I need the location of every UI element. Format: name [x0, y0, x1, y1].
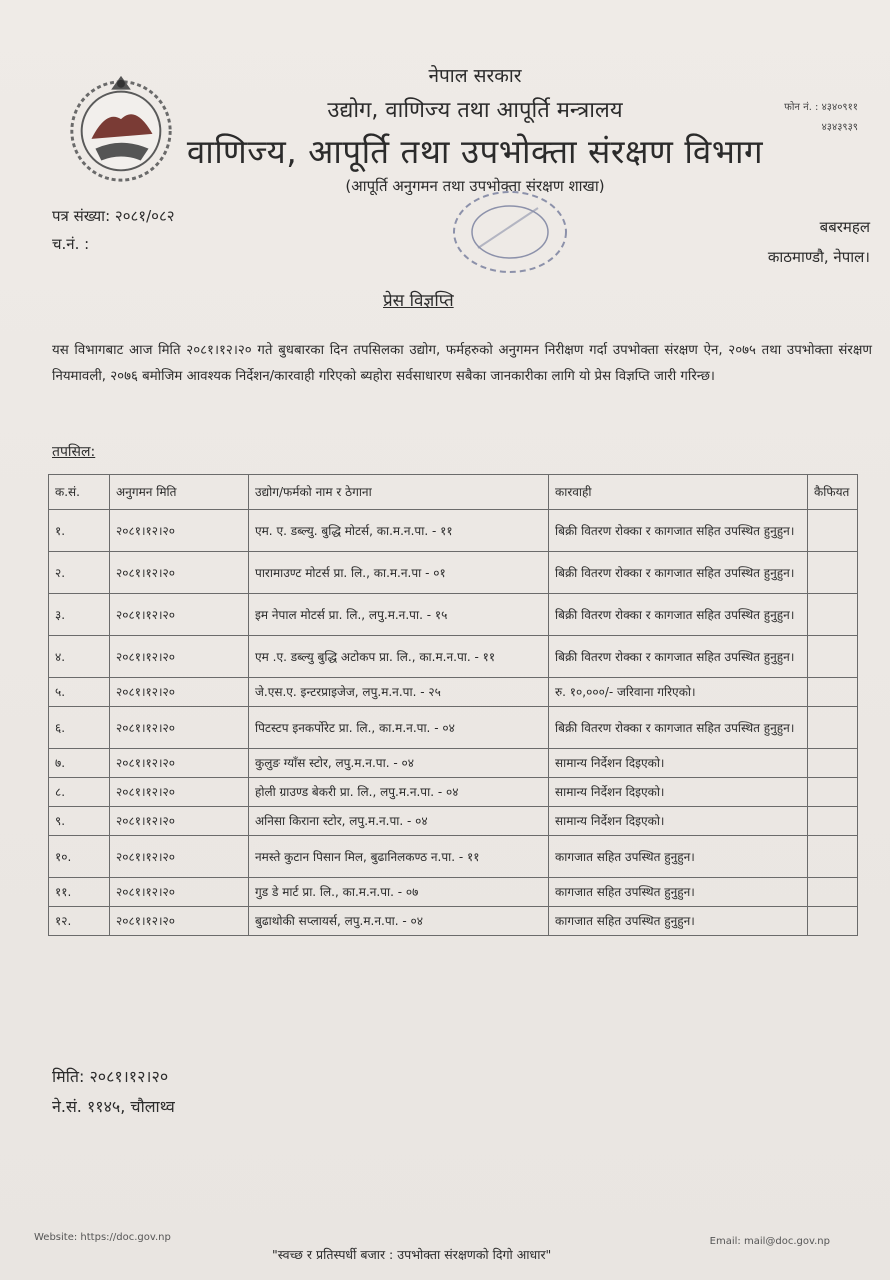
table-row	[49, 778, 858, 807]
location-line-2: काठमाण्डौ, नेपाल।	[767, 248, 870, 266]
cell-sn: ९.	[49, 807, 110, 836]
cell-firm: जे.एस.ए. इन्टरप्राइजेज, लपु.म.न.पा. - २५	[249, 678, 549, 707]
cell-date: २०८१।१२।२०	[110, 878, 249, 907]
cell-sn: ५.	[49, 678, 110, 707]
header-date: अनुगमन मिति	[110, 475, 249, 510]
cell-remark	[808, 678, 858, 707]
reference-block	[52, 202, 175, 258]
cell-remark	[808, 510, 858, 552]
table-row	[49, 636, 858, 678]
cell-date: २०८१।१२।२०	[110, 778, 249, 807]
cell-firm: एम .ए. डब्ल्यु बुद्धि अटोकप प्रा. लि., का.म.न.पा. - ११	[249, 636, 549, 678]
department-name: वाणिज्य, आपूर्ति तथा उपभोक्ता संरक्षण विभाग	[186, 132, 764, 171]
cell-firm: अनिसा किराना स्टोर, लपु.म.न.पा. - ०४	[249, 807, 549, 836]
ministry-name: उद्योग, वाणिज्य तथा आपूर्ति मन्त्रालय	[327, 98, 623, 123]
cell-remark	[808, 707, 858, 749]
cell-date: २०८१।१२।२०	[110, 552, 249, 594]
cell-date: २०८१।१२।२०	[110, 749, 249, 778]
date-block	[52, 1062, 175, 1122]
cell-firm: पिटस्टप इनकर्पोरेट प्रा. लि., का.म.न.पा. - ०४	[249, 707, 549, 749]
cell-remark	[808, 807, 858, 836]
cell-remark	[808, 636, 858, 678]
cell-sn: ४.	[49, 636, 110, 678]
cell-date: २०८१।१२।२०	[110, 707, 249, 749]
table-row	[49, 594, 858, 636]
table-row	[49, 907, 858, 936]
footer-email: Email: mail@doc.gov.np	[709, 1236, 830, 1247]
location-line-1: बबरमहल	[819, 218, 870, 236]
cell-remark	[808, 594, 858, 636]
government-name: नेपाल सरकार	[428, 65, 522, 87]
header-sn: क.सं.	[49, 475, 110, 510]
header-action: कारवाही	[549, 475, 808, 510]
cell-remark	[808, 552, 858, 594]
cell-firm: होली ग्राउण्ड बेकरी प्रा. लि., लपु.म.न.पा. - ०४	[249, 778, 549, 807]
letter-number: पत्र संख्या: २०८१/०८२	[52, 207, 175, 225]
header-remark: कैफियत	[808, 475, 858, 510]
footer-slogan: "स्वच्छ र प्रतिस्पर्धी बजार : उपभोक्ता संरक्षणको दिगो आधार"	[272, 1247, 552, 1262]
table-row	[49, 749, 858, 778]
date-line-2: ने.सं. ११४५, चौलाथ्व	[52, 1097, 175, 1116]
cell-action: बिक्री वितरण रोक्का र कागजात सहित उपस्थित हुनुहुन।	[549, 552, 808, 594]
cell-remark	[808, 907, 858, 936]
date-line-1: मिति: २०८१।१२।२०	[52, 1067, 169, 1086]
cell-firm: गुड डे मार्ट प्रा. लि., का.म.न.पा. - ०७	[249, 878, 549, 907]
cell-date: २०८१।१२।२०	[110, 636, 249, 678]
cell-date: २०८१।१२।२०	[110, 807, 249, 836]
cell-date: २०८१।१२।२०	[110, 836, 249, 878]
cell-sn: ६.	[49, 707, 110, 749]
cell-remark	[808, 878, 858, 907]
header-firm: उद्योग/फर्मको नाम र ठेगाना	[249, 475, 549, 510]
cell-action: सामान्य निर्देशन दिइएको।	[549, 749, 808, 778]
table-row	[49, 807, 858, 836]
table-row	[49, 707, 858, 749]
cell-sn: ११.	[49, 878, 110, 907]
cell-sn: १.	[49, 510, 110, 552]
branch-name: (आपूर्ति अनुगमन तथा उपभोक्ता संरक्षण शाखा)	[345, 177, 605, 195]
cell-action: बिक्री वितरण रोक्का र कागजात सहित उपस्थित हुनुहुन।	[549, 636, 808, 678]
table-row	[49, 836, 858, 878]
table-body	[49, 510, 858, 936]
cell-action: बिक्री वितरण रोक्का र कागजात सहित उपस्थित हुनुहुन।	[549, 594, 808, 636]
cell-sn: १२.	[49, 907, 110, 936]
cell-date: २०८१।१२।२०	[110, 907, 249, 936]
cell-sn: ७.	[49, 749, 110, 778]
cell-firm: इम नेपाल मोटर्स प्रा. लि., लपु.म.न.पा. - १५	[249, 594, 549, 636]
table-row	[49, 878, 858, 907]
official-stamp-icon	[438, 188, 573, 288]
cell-action: कागजात सहित उपस्थित हुनुहुन।	[549, 836, 808, 878]
footer-website: Website: https://doc.gov.np	[34, 1232, 171, 1243]
table-row	[49, 510, 858, 552]
cell-sn: २.	[49, 552, 110, 594]
cell-firm: एम. ए. डब्ल्यु. बुद्धि मोटर्स, का.म.न.पा. - ११	[249, 510, 549, 552]
table-row	[49, 552, 858, 594]
cell-action: सामान्य निर्देशन दिइएको।	[549, 807, 808, 836]
cell-action: कागजात सहित उपस्थित हुनुहुन।	[549, 878, 808, 907]
cell-date: २०८१।१२।२०	[110, 594, 249, 636]
cell-action: सामान्य निर्देशन दिइएको।	[549, 778, 808, 807]
body-paragraph: यस विभागबाट आज मिति २०८१।१२।२० गते बुधबारका दिन तपसिलका उद्योग, फर्महरुको अनुगमन निरीक्षण गर्दा उपभोक्ता संरक्षण ऐन, २०७५ तथा उपभोक्ता संरक्षण नियमावली, २०७६ बमोजिम आवश्यक निर्देशन/कारवाही गरिएको ब्यहोरा सर्वसाधारण सबैका जानकारीका लागि यो प्रेस विज्ञप्ति जारी गरिन्छ।	[52, 343, 872, 384]
cell-action: कागजात सहित उपस्थित हुनुहुन।	[549, 907, 808, 936]
tapasil-label: तपसिल:	[52, 444, 96, 460]
cell-action: रु. १०,०००/- जरिवाना गरिएको।	[549, 678, 808, 707]
table-row	[49, 678, 858, 707]
cell-firm: बुढाथोकी सप्लायर्स, लपु.म.न.पा. - ०४	[249, 907, 549, 936]
location-block	[768, 212, 870, 272]
phone-line-1: फोन नं. : ४३४०९११	[784, 102, 858, 113]
table-header-row	[49, 475, 858, 510]
cell-remark	[808, 836, 858, 878]
phone-line-2: ४३४३९३९	[821, 122, 858, 133]
page-title: प्रेस विज्ञप्ति	[383, 291, 454, 311]
cell-firm: कुलुङ ग्याँस स्टोर, लपु.म.न.पा. - ०४	[249, 749, 549, 778]
cell-date: २०८१।१२।२०	[110, 678, 249, 707]
monitoring-table	[48, 474, 858, 936]
cell-sn: १०.	[49, 836, 110, 878]
cell-firm: नमस्ते कुटान पिसान मिल, बुढानिलकण्ठ न.पा. - ११	[249, 836, 549, 878]
cell-remark	[808, 749, 858, 778]
cell-sn: ३.	[49, 594, 110, 636]
phone-block	[784, 98, 858, 138]
cell-action: बिक्री वितरण रोक्का र कागजात सहित उपस्थित हुनुहुन।	[549, 510, 808, 552]
cell-date: २०८१।१२।२०	[110, 510, 249, 552]
cell-action: बिक्री वितरण रोक्का र कागजात सहित उपस्थित हुनुहुन।	[549, 707, 808, 749]
cell-remark	[808, 778, 858, 807]
cell-firm: पारामाउण्ट मोटर्स प्रा. लि., का.म.न.पा - ०१	[249, 552, 549, 594]
dispatch-number: च.नं. :	[52, 235, 90, 253]
cell-sn: ८.	[49, 778, 110, 807]
